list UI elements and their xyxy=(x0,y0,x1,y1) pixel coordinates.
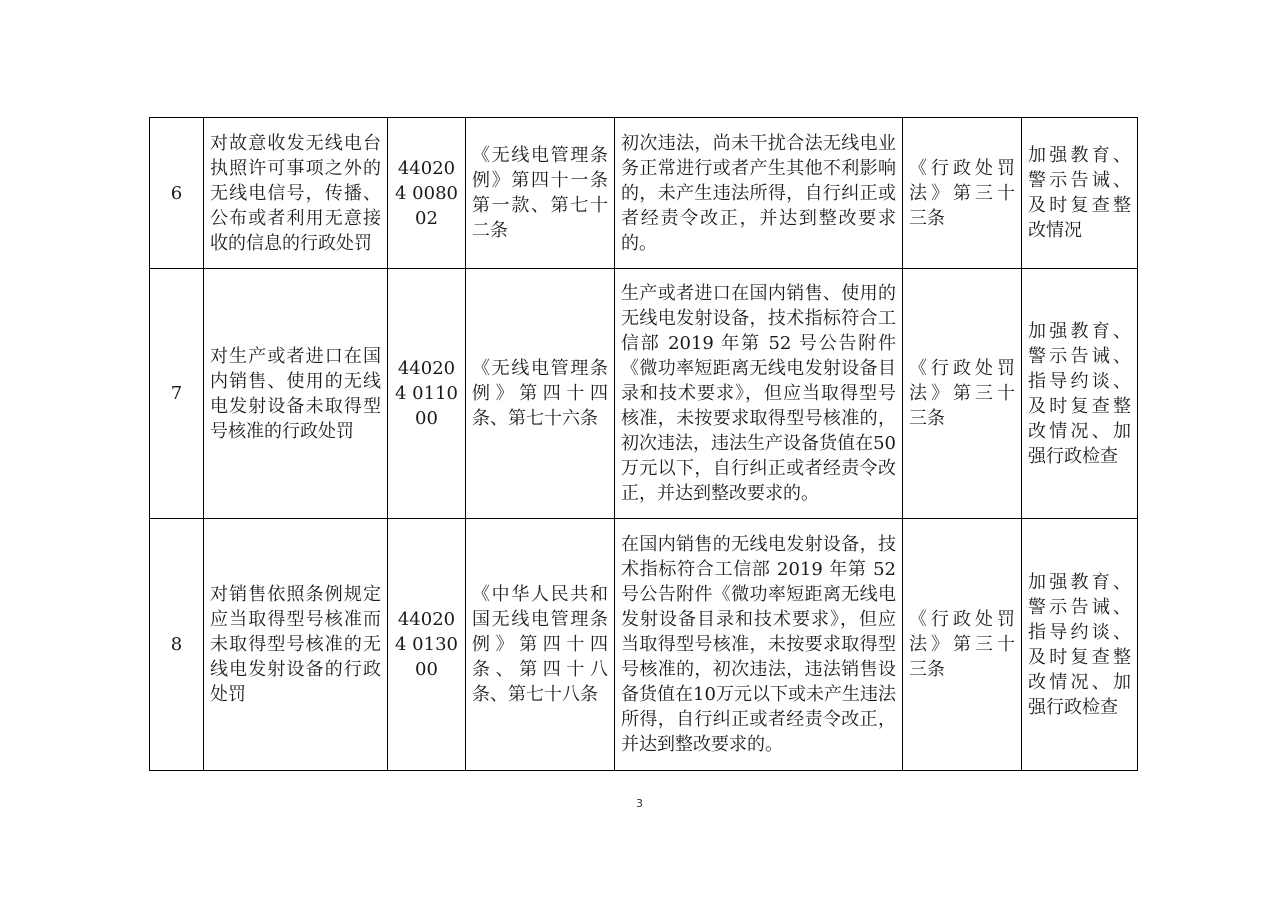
law-reference: 《行政处罚法》第三十三条 xyxy=(903,118,1022,269)
penalty-item: 对生产或者进口在国内销售、使用的无线电发射设备未取得型号核准的行政处罚 xyxy=(204,269,388,519)
row-number: 7 xyxy=(150,269,204,519)
table-row xyxy=(150,118,1138,269)
page-number: 3 xyxy=(636,797,643,810)
follow-up-measure: 加强教育、警示告诫、指导约谈、及时复查整改情况、加强行政检查 xyxy=(1022,519,1138,771)
table-row xyxy=(150,519,1138,771)
row-number: 8 xyxy=(150,519,204,771)
law-reference: 《行政处罚法》第三十三条 xyxy=(903,269,1022,519)
penalty-table xyxy=(149,117,1138,771)
exemption-condition: 生产或者进口在国内销售、使用的无线电发射设备，技术指标符合工信部 2019 年第 52 号公告附件《微功率短距离无线电发射设备目录和技术要求》，但应当取得型号核准，未按要求取得型号核准的，初次违法，违法生产设备货值在50万元以下，自行纠正或者经责令改正，并达到整改要求的。 xyxy=(615,269,903,519)
follow-up-measure: 加强教育、警示告诫、及时复查整改情况 xyxy=(1022,118,1138,269)
legal-basis: 《无线电管理条例》第四十一条第一款、第七十二条 xyxy=(466,118,615,269)
penalty-item: 对故意收发无线电台执照许可事项之外的无线电信号，传播、公布或者利用无意接收的信息的行政处罚 xyxy=(204,118,388,269)
legal-basis: 《无线电管理条例》第四十四条、第七十六条 xyxy=(466,269,615,519)
item-code: 440204 013000 xyxy=(388,519,466,771)
exemption-condition: 在国内销售的无线电发射设备，技术指标符合工信部 2019 年第 52 号公告附件《微功率短距离无线电发射设备目录和技术要求》，但应当取得型号核准，未按要求取得型号核准的，初次违法，违法销售设备货值在10万元以下或未产生违法所得，自行纠正或者经责令改正，并达到整改要求的。 xyxy=(615,519,903,771)
exemption-condition: 初次违法，尚未干扰合法无线电业务正常进行或者产生其他不利影响的，未产生违法所得，自行纠正或者经责令改正，并达到整改要求的。 xyxy=(615,118,903,269)
item-code: 440204 008002 xyxy=(388,118,466,269)
row-number: 6 xyxy=(150,118,204,269)
law-reference: 《行政处罚法》第三十三条 xyxy=(903,519,1022,771)
legal-basis: 《中华人民共和国无线电管理条例》第四十四条、第四十八条、第七十八条 xyxy=(466,519,615,771)
table-row xyxy=(150,269,1138,519)
follow-up-measure: 加强教育、警示告诫、指导约谈、及时复查整改情况、加强行政检查 xyxy=(1022,269,1138,519)
item-code: 440204 011000 xyxy=(388,269,466,519)
penalty-item: 对销售依照条例规定应当取得型号核准而未取得型号核准的无线电发射设备的行政处罚 xyxy=(204,519,388,771)
